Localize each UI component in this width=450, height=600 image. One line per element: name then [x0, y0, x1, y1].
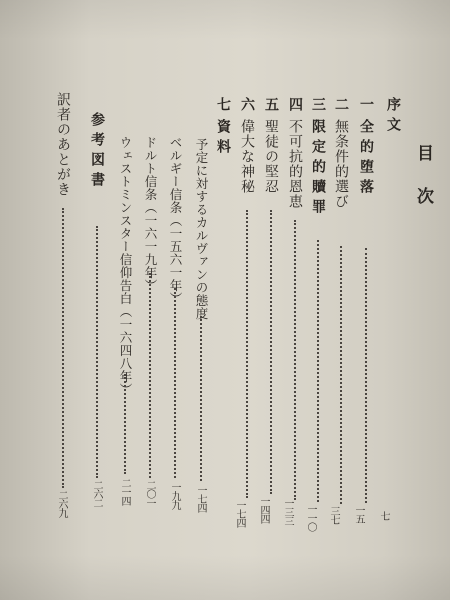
toc-entry-4[interactable] [287, 97, 303, 209]
leader-dots [174, 288, 176, 478]
toc-entry-label: 訳者のあとがき [55, 92, 71, 197]
toc-entry-references[interactable] [89, 112, 105, 192]
toc-page-number: 二一四 [119, 478, 130, 505]
leader-dots [200, 316, 202, 481]
toc-page-number: 二〇一 [144, 480, 155, 507]
toc-entry-preface[interactable] [385, 97, 401, 137]
toc-entry-label: 不可抗的恩恵 [287, 119, 303, 209]
toc-title: 目次 [413, 144, 433, 230]
toc-subentry-label: ウェストミンスター信仰告白（一六四八年） [118, 136, 133, 396]
leader-dots [124, 374, 126, 474]
toc-page-number: 一七四 [195, 485, 206, 512]
leader-dots [294, 220, 296, 500]
toc-entry-label: 聖徒の堅忍 [263, 119, 279, 194]
toc-page-number: 一一〇 [305, 504, 316, 531]
toc-entry-label: 偉大な神秘 [239, 119, 255, 194]
toc-page-number: 一四四 [258, 496, 269, 523]
page-shadow-top [0, 0, 450, 40]
toc-entry-label: 全的堕落 [358, 119, 374, 199]
chapter-number: 五 [263, 97, 279, 112]
chapter-number: 六 [239, 97, 255, 112]
toc-page-number: 二六九 [56, 490, 67, 517]
toc-entry-6[interactable] [239, 97, 255, 194]
toc-page-number: 二六二 [91, 480, 102, 507]
toc-entry-7[interactable] [215, 97, 231, 159]
chapter-number: 一 [358, 97, 374, 112]
toc-entry-label: 無条件的選び [333, 119, 349, 209]
toc-entry-5[interactable] [263, 97, 279, 194]
leader-dots [317, 240, 319, 502]
toc-page-number: 一三三 [282, 498, 293, 525]
toc-entry-label: 限定的贖罪 [310, 119, 326, 219]
chapter-number: 七 [215, 97, 231, 112]
toc-entry-label: 序文 [385, 97, 401, 137]
toc-page-number: 七 [378, 511, 389, 520]
toc-subentry-label: 予定に対するカルヴァンの態度 [194, 138, 209, 320]
toc-entry-label: 資料 [215, 119, 231, 159]
leader-dots [246, 210, 248, 498]
toc-page-number: 一五 [353, 505, 364, 523]
toc-subentry-label: ドルト信条（一六一九年） [143, 136, 158, 292]
toc-subentry[interactable] [168, 136, 182, 305]
toc-entry-2[interactable] [333, 97, 349, 209]
chapter-number: 二 [333, 97, 349, 112]
toc-subentry[interactable] [194, 138, 208, 320]
toc-page-number: 三七 [328, 506, 339, 524]
leader-dots [62, 208, 64, 488]
leader-dots [270, 210, 272, 494]
page-shadow-bottom [0, 555, 450, 600]
toc-page-number: 一七四 [234, 500, 245, 527]
toc-page-number: 一九九 [169, 482, 180, 509]
chapter-number: 四 [287, 97, 303, 112]
toc-entry-3[interactable] [310, 97, 326, 219]
toc-entry-afterword[interactable] [55, 92, 71, 197]
toc-subentry-label: ベルギー信条（一五六一年） [168, 136, 183, 305]
leader-dots [340, 246, 342, 504]
toc-entry-1[interactable] [358, 97, 374, 199]
toc-subentry[interactable] [118, 136, 132, 396]
leader-dots [365, 248, 367, 503]
toc-entry-label: 参考図書 [89, 112, 105, 192]
chapter-number: 三 [310, 97, 326, 112]
leader-dots [149, 273, 151, 478]
toc-subentry[interactable] [143, 136, 157, 292]
leader-dots [96, 226, 98, 478]
